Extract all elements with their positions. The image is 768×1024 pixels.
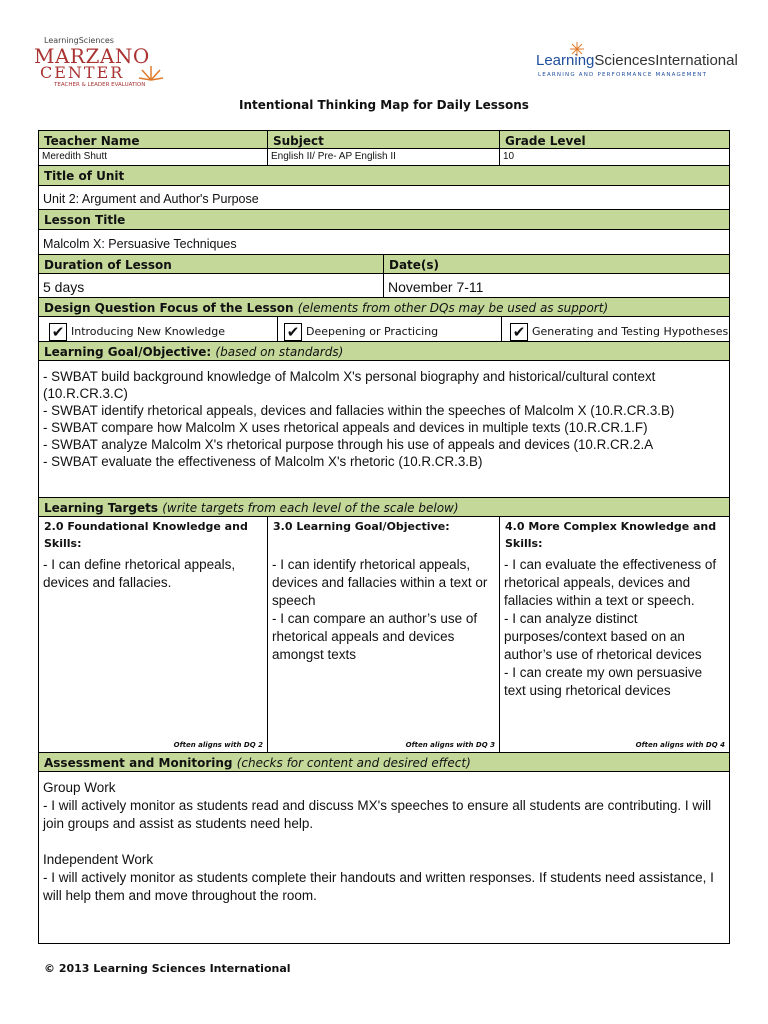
target-heading: 2.0 Foundational Knowledge and Skills: [44,520,248,550]
unit-title-value [38,185,730,210]
assessment-body [38,771,730,944]
subject-value: English II/ Pre- AP English II [267,148,500,166]
sunburst-icon [138,62,164,82]
target-text: - I can identify rhetorical appeals, devices and fallacies within a text or speech - I can compare an author’s use of rhetorical appeals and devices amongst texts [272,557,488,662]
dq-option-label: Deepening or Practicing [306,325,439,338]
checkbox-checked-icon[interactable]: ✔ [284,323,302,341]
unit-title-text: Unit 2: Argument and Author's Purpose [43,192,259,206]
design-question-label: Design Question Focus of the Lesson [44,301,294,315]
learning-targets-label: Learning Targets [44,501,159,515]
assessment-header [38,752,730,772]
target-footnote: Often aligns with DQ 3 [405,741,495,749]
learning-goal-header [38,341,730,361]
target-column-complex [499,516,730,753]
dates-value: November 7-11 [383,273,730,298]
lsi-logo-sub: LEARNING AND PERFORMANCE MANAGEMENT [538,72,708,78]
assessment-label: Assessment and Monitoring [44,756,233,770]
dq-option-label: Introducing New Knowledge [71,325,226,338]
dq-option-label: Generating and Testing Hypotheses [532,325,729,338]
grade-level-label: Grade Level [499,130,730,149]
assessment-note: (checks for content and desired effect) [236,756,471,770]
learning-goal-label: Learning Goal/Objective: [44,345,212,359]
lesson-title-label: Lesson Title [38,209,730,230]
dq-option-introducing[interactable] [38,316,278,342]
logo-sub-text: TEACHER & LEADER EVALUATION [54,82,146,88]
design-question-header [38,297,730,317]
learning-targets-note: (write targets from each level of the scale below) [162,501,459,515]
grade-level-value: 10 [499,148,730,166]
logo-top-text: LearningSciences [44,36,114,45]
lesson-title-value [38,229,730,255]
learning-goal-note: (based on standards) [215,345,344,359]
lsi-logo [536,44,738,80]
target-column-foundational [38,516,268,753]
lesson-title-text: Malcolm X: Persuasive Techniques [43,237,237,251]
target-heading: 3.0 Learning Goal/Objective: [273,520,450,533]
target-footnote: Often aligns with DQ 2 [173,741,263,749]
lsi-logo-main2: SciencesInternational [594,52,738,69]
lsi-logo-main [536,52,738,69]
learning-targets-header [38,497,730,517]
learning-goal-text: - SWBAT build background knowledge of Malcolm X's personal biography and historical/cultural context (10.R.CR.3.C) - SWBAT identify rhetorical appeals, devices and fallacies within the speeches of Malcolm X (10.R.CR.3.B) - SWBAT compare how Malcolm X uses rhetorical appeals and devices in multiple texts (10.R.CR.1.F) - SWBAT analyze Malcolm X's rhetorical purpose through his use of appeals and devices (10.R.CR.2.A - SWBAT evaluate the effectiveness of Malcolm X's rhetoric (10.R.CR.3.B) [43,369,675,469]
target-heading: 4.0 More Complex Knowledge and Skills: [505,520,717,550]
marzano-center-logo [34,36,174,92]
duration-value: 5 days [38,273,384,298]
design-question-note: (elements from other DQs may be used as support) [297,301,609,315]
assessment-text: Group Work - I will actively monitor as students read and discuss MX's speeches to ensure all students are contributing. I will join groups and assist as students need help. Independent Work - I will actively monitor as students complete their handouts and written responses. If students need assistance, I will help them and move throughout the room. [43,780,714,903]
page-title: Intentional Thinking Map for Daily Lessons [239,98,529,112]
dq-option-generating[interactable] [501,316,730,342]
teacher-name-value: Meredith Shutt [38,148,268,166]
footer-copyright: © 2013 Learning Sciences International [44,962,291,975]
lsi-logo-main1: Learning [536,52,595,69]
target-text: - I can define rhetorical appeals, devices and fallacies. [43,557,236,590]
checkbox-checked-icon[interactable]: ✔ [510,323,528,341]
dq-option-deepening[interactable] [277,316,502,342]
subject-label: Subject [267,130,500,149]
checkbox-checked-icon[interactable]: ✔ [49,323,67,341]
unit-title-label: Title of Unit [38,165,730,186]
target-text: - I can evaluate the effectiveness of rhetorical appeals, devices and fallacies within a text or speech. - I can analyze distinct purposes/context based on an author’s use of rhetorical devices - I can create my own persuasive text using rhetorical devices [504,557,717,698]
logo-main-text: MARZANO [34,44,150,68]
logo-main2-text: CENTER [40,63,125,82]
teacher-name-label: Teacher Name [38,130,268,149]
target-column-learning-goal [267,516,500,753]
dates-label: Date(s) [383,254,730,274]
duration-label: Duration of Lesson [38,254,384,274]
learning-goal-body [38,360,730,498]
target-footnote: Often aligns with DQ 4 [635,741,725,749]
